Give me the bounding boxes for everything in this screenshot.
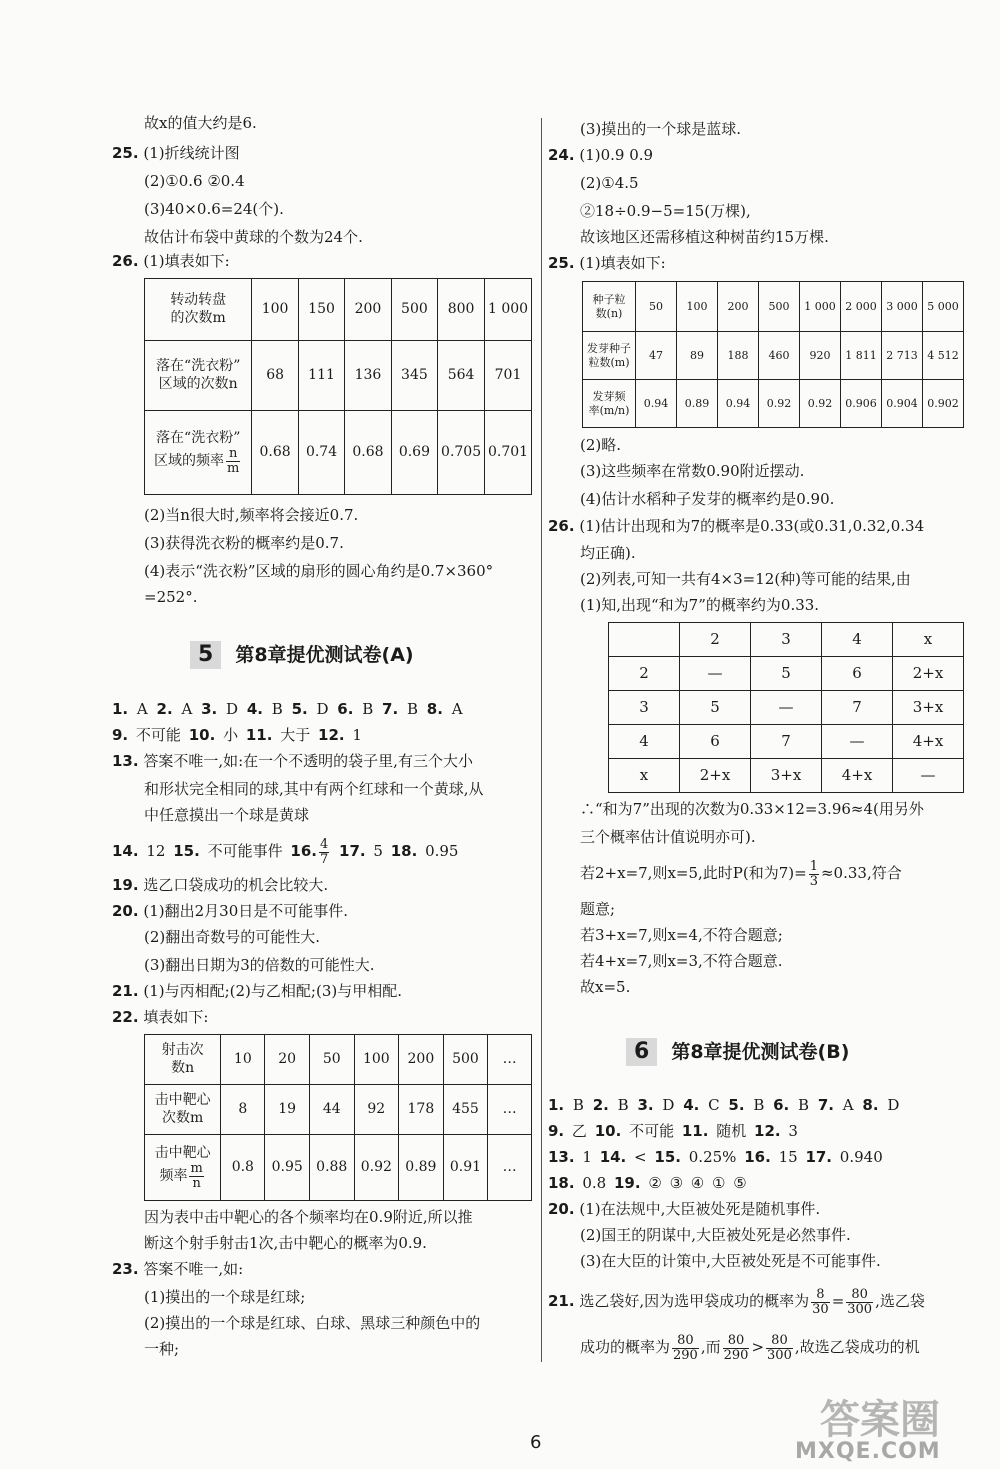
table-cell: 4: [822, 623, 893, 657]
table-cell: …: [488, 1135, 532, 1201]
table-cell: 0.89: [677, 380, 718, 428]
text-line: 若2+x=7,则x=5,此时P(和为7)= $\frac{1}{3}$ ≈0.33,符合: [580, 859, 902, 889]
table-row: [583, 332, 964, 380]
table-cell: 0.904: [882, 380, 923, 428]
row-label: 击中靶心 次数m: [145, 1085, 221, 1135]
table-cell: 47: [636, 332, 677, 380]
text-line: (2)①0.6 ②0.4: [144, 172, 245, 190]
table-row: [583, 380, 964, 428]
text-line: (2)略.: [580, 436, 622, 454]
question-26-line: 26. (1)估计出现和为7的概率是0.33(或0.31,0.32,0.34: [548, 517, 925, 535]
question-21-line: 21. 选乙袋好,因为选甲袋成功的概率为 $\frac{8}{30}$ = $\frac{80}{300}$ ,选乙袋: [548, 1287, 925, 1317]
table-row: [145, 279, 532, 341]
text-line: (2)①4.5: [580, 174, 639, 192]
table-cell: x: [893, 623, 964, 657]
question-20-line: 20. (1)在法规中,大臣被处死是随机事件.: [548, 1200, 821, 1218]
table-cell: 0.705: [438, 411, 485, 495]
table-cell: 7: [751, 725, 822, 759]
section-heading-5: [190, 641, 414, 669]
table-cell: 0.92: [800, 380, 841, 428]
table-cell: 0.69: [391, 411, 437, 495]
table-cell: 6: [680, 725, 751, 759]
table-cell: 5: [680, 691, 751, 725]
question-number: 26.: [112, 252, 139, 270]
text-line: (3)获得洗衣粉的概率约是0.7.: [144, 534, 344, 552]
table-row: [609, 725, 964, 759]
table-cell: 4: [609, 725, 680, 759]
answers-9-12: 9. 乙 10. 不可能 11. 随机 12. 3: [548, 1122, 798, 1140]
table-cell: 2 713: [882, 332, 923, 380]
table-cell: 0.92: [759, 380, 800, 428]
table-cell: 0.95: [265, 1135, 310, 1201]
table-q25: [582, 281, 964, 428]
text-line: 因为表中击中靶心的各个频率均在0.9附近,所以推: [144, 1208, 473, 1226]
text-line: (2)列表,可知一共有4×3=12(种)等可能的结果,由: [580, 570, 911, 588]
fraction: $\frac{1}{3}$: [809, 859, 818, 889]
table-cell: 136: [345, 341, 391, 411]
table-row: [609, 657, 964, 691]
answers-9-12: 9. 不可能 10. 小 11. 大于 12. 1: [112, 726, 362, 744]
text-line: (3)摸出的一个球是蓝球.: [580, 120, 742, 138]
table-cell: 3: [751, 623, 822, 657]
row-label: 转动转盘 的次数m: [145, 279, 252, 341]
table-cell: 100: [677, 282, 718, 332]
table-cell: 188: [718, 332, 759, 380]
table-cell: 7: [822, 691, 893, 725]
text-line: 故x的值大约是6.: [144, 114, 257, 132]
row-label: 落在“洗衣粉” 区域的频率 $\frac{n}{m}$: [145, 411, 252, 495]
table-q26: [144, 278, 532, 495]
table-cell: 0.91: [443, 1135, 488, 1201]
table-q22: [144, 1034, 532, 1201]
table-cell: 100: [354, 1035, 399, 1085]
table-cell: 0.906: [841, 380, 882, 428]
table-cell: 2 000: [841, 282, 882, 332]
answers-1-8: 1. A 2. A 3. D 4. B 5. D 6. B 7. B 8. A: [112, 700, 463, 718]
table-row: [583, 282, 964, 332]
text-line: (1)知,出现“和为7”的概率约为0.33.: [580, 596, 820, 614]
watermark-logo: 答案圈: [820, 1397, 940, 1443]
table-cell: 1 000: [800, 282, 841, 332]
text-line: 故该地区还需移植这种树苗约15万棵.: [580, 228, 829, 246]
text-line: 三个概率估计值说明亦可).: [580, 828, 756, 846]
table-cell: —: [822, 725, 893, 759]
question-13-line: 13. 答案不唯一,如:在一个不透明的袋子里,有三个大小: [112, 752, 473, 770]
section-heading-6: [626, 1038, 849, 1066]
table-cell: 0.902: [923, 380, 964, 428]
table-cell: 150: [298, 279, 344, 341]
table-cell: 5: [751, 657, 822, 691]
table-cell: 8: [221, 1085, 265, 1135]
table-row: [609, 623, 964, 657]
answers-1-8: 1. B 2. B 3. D 4. C 5. B 6. B 7. A 8. D: [548, 1096, 900, 1114]
text-line: 故x=5.: [580, 978, 631, 996]
text-line: (3)在大臣的计策中,大臣被处死是不可能事件.: [580, 1252, 881, 1270]
fraction: $\frac{80}{290}$: [673, 1333, 698, 1363]
table-cell: 4+x: [893, 725, 964, 759]
table-cell: 500: [391, 279, 437, 341]
table-cell: 345: [391, 341, 437, 411]
table-cell: 92: [354, 1085, 399, 1135]
table-cell: 4+x: [822, 759, 893, 793]
table-cell: 3+x: [751, 759, 822, 793]
question-23-line: 23. 答案不唯一,如:: [112, 1260, 244, 1278]
text-line: ∴“和为7”出现的次数为0.33×12=3.96≈4(用另外: [580, 800, 924, 818]
row-label: 落在“洗衣粉” 区域的次数n: [145, 341, 252, 411]
table-cell: 0.88: [309, 1135, 354, 1201]
question-21-line: 21. (1)与丙相配;(2)与乙相配;(3)与甲相配.: [112, 982, 402, 1000]
table-cell: 200: [718, 282, 759, 332]
row-label: 种子粒 数(n): [583, 282, 636, 332]
table-cell: …: [488, 1085, 532, 1135]
question-22-line: 22. 填表如下:: [112, 1008, 209, 1026]
table-cell: 2+x: [680, 759, 751, 793]
table-row: [145, 341, 532, 411]
text-line: (2)国王的阴谋中,大臣被处死是必然事件.: [580, 1226, 851, 1244]
table-cell: 20: [265, 1035, 310, 1085]
row-label: 击中靶心 频率 $\frac{m}{n}$: [145, 1135, 221, 1201]
table-cell: 564: [438, 341, 485, 411]
text-line: (2)摸出的一个球是红球、白球、黑球三种颜色中的: [144, 1314, 481, 1332]
table-cell: 1 000: [485, 279, 532, 341]
text-line: 均正确).: [580, 544, 636, 562]
column-divider: [541, 118, 542, 1362]
row-label: 射击次 数n: [145, 1035, 221, 1085]
section-title: 第8章提优测试卷(A): [235, 644, 414, 666]
text-line: 成功的概率为 $\frac{80}{290}$ ,而 $\frac{80}{290}$ > $\frac{80}{300}$ ,故选乙袋成功的机: [580, 1333, 920, 1363]
table-row: [145, 1135, 532, 1201]
table-cell: 4 512: [923, 332, 964, 380]
question-24-line: 24. (1)0.9 0.9: [548, 146, 654, 164]
page-number: 6: [530, 1432, 542, 1453]
sum-table: [608, 622, 964, 793]
text-line: (4)表示“洗衣粉”区域的扇形的圆心角约是0.7×360°: [144, 562, 494, 580]
table-cell: 500: [759, 282, 800, 332]
table-cell: 3 000: [882, 282, 923, 332]
table-cell: 100: [252, 279, 298, 341]
fraction: $\frac{4}{7}$: [319, 837, 329, 867]
text-line: =252°.: [144, 588, 198, 606]
text-line: 题意;: [580, 900, 616, 918]
table-cell: 460: [759, 332, 800, 380]
table-cell: 5 000: [923, 282, 964, 332]
fraction: $\frac{n}{m}$: [227, 446, 240, 476]
text-line: (3)这些频率在常数0.90附近摆动.: [580, 462, 805, 480]
table-cell: 10: [221, 1035, 265, 1085]
text-line: 和形状完全相同的球,其中有两个红球和一个黄球,从: [144, 780, 484, 798]
table-cell: 89: [677, 332, 718, 380]
table-cell: 0.68: [345, 411, 391, 495]
text-line: 故估计布袋中黄球的个数为24个.: [144, 228, 363, 246]
text: (1)填表如下:: [143, 252, 230, 270]
question-20-line: 20. (1)翻出2月30日是不可能事件.: [112, 902, 349, 920]
table-cell: 0.701: [485, 411, 532, 495]
question-25-line: [112, 144, 240, 163]
question-19-line: 19. 选乙口袋成功的机会比较大.: [112, 876, 329, 894]
table-row: [609, 759, 964, 793]
text-line: 若4+x=7,则x=3,不符合题意.: [580, 952, 783, 970]
table-cell: 0.94: [636, 380, 677, 428]
table-cell: 701: [485, 341, 532, 411]
table-cell: 3+x: [893, 691, 964, 725]
text-line: 中任意摸出一个球是黄球: [144, 806, 310, 824]
table-cell: 0.74: [298, 411, 344, 495]
section-number: 5: [190, 641, 221, 669]
question-number: 25.: [112, 144, 139, 162]
table-row: [145, 411, 532, 495]
table-cell: 0.68: [252, 411, 298, 495]
table-cell: 2: [609, 657, 680, 691]
question-25-line: 25. (1)填表如下:: [548, 254, 666, 272]
table-cell: 19: [265, 1085, 310, 1135]
table-cell: 2+x: [893, 657, 964, 691]
table-cell: …: [488, 1035, 532, 1085]
table-cell: —: [751, 691, 822, 725]
section-number: 6: [626, 1038, 657, 1066]
fraction: $\frac{8}{30}$: [812, 1287, 829, 1317]
text-line: ②18÷0.9−5=15(万棵),: [580, 202, 751, 220]
answers-14-18: 14. 12 15. 不可能事件 16. $\frac{4}{7}$ 17. 5 18. 0.95: [112, 837, 459, 867]
table-cell: 44: [309, 1085, 354, 1135]
table-cell: 6: [822, 657, 893, 691]
text-line: 断这个射手射击1次,击中靶心的概率为0.9.: [144, 1234, 427, 1252]
table-cell: 50: [636, 282, 677, 332]
table-row: [145, 1085, 532, 1135]
row-label: 发芽频 率(m/n): [583, 380, 636, 428]
table-cell: 500: [443, 1035, 488, 1085]
text-line: 若3+x=7,则x=4,不符合题意;: [580, 926, 783, 944]
text-line: (2)翻出奇数号的可能性大.: [144, 928, 321, 946]
text-line: (3)40×0.6=24(个).: [144, 200, 284, 218]
table-cell: 0.8: [221, 1135, 265, 1201]
table-cell: x: [609, 759, 680, 793]
fraction: $\frac{80}{300}$: [847, 1287, 873, 1317]
table-cell: 50: [309, 1035, 354, 1085]
table-cell: 1 811: [841, 332, 882, 380]
answers-13-17: 13. 1 14. < 15. 0.25% 16. 15 17. 0.940: [548, 1148, 883, 1166]
fraction: $\frac{m}{n}$: [190, 1161, 203, 1191]
text-line: (4)估计水稻种子发芽的概率约是0.90.: [580, 490, 835, 508]
table-cell: 800: [438, 279, 485, 341]
table-cell: 111: [298, 341, 344, 411]
fraction: $\frac{80}{300}$: [767, 1333, 792, 1363]
fraction: $\frac{80}{290}$: [723, 1333, 749, 1363]
text-line: 一种;: [144, 1340, 180, 1358]
table-cell: 200: [345, 279, 391, 341]
question-26-line: [112, 252, 230, 271]
table-cell: —: [680, 657, 751, 691]
table-cell: —: [893, 759, 964, 793]
watermark-url: MXQE.COM: [795, 1439, 941, 1464]
table-cell: 920: [800, 332, 841, 380]
table-cell: 0.94: [718, 380, 759, 428]
table-cell: 178: [399, 1085, 444, 1135]
text-line: (3)翻出日期为3的倍数的可能性大.: [144, 956, 375, 974]
table-cell: 2: [680, 623, 751, 657]
table-cell: 455: [443, 1085, 488, 1135]
text-line: (2)当n很大时,频率将会接近0.7.: [144, 506, 359, 524]
table-row: [145, 1035, 532, 1085]
table-cell: 0.92: [354, 1135, 399, 1201]
answers-18-19: 18. 0.8 19. ② ③ ④ ① ⑤: [548, 1174, 747, 1192]
table-cell: 3: [609, 691, 680, 725]
table-cell: 68: [252, 341, 298, 411]
table-cell: [609, 623, 680, 657]
table-row: [609, 691, 964, 725]
text-line: (1)摸出的一个球是红球;: [144, 1288, 306, 1306]
section-title: 第8章提优测试卷(B): [671, 1041, 850, 1063]
table-cell: 200: [399, 1035, 444, 1085]
row-label: 发芽种子 粒数(m): [583, 332, 636, 380]
table-cell: 0.89: [399, 1135, 444, 1201]
text: (1)折线统计图: [143, 144, 240, 162]
